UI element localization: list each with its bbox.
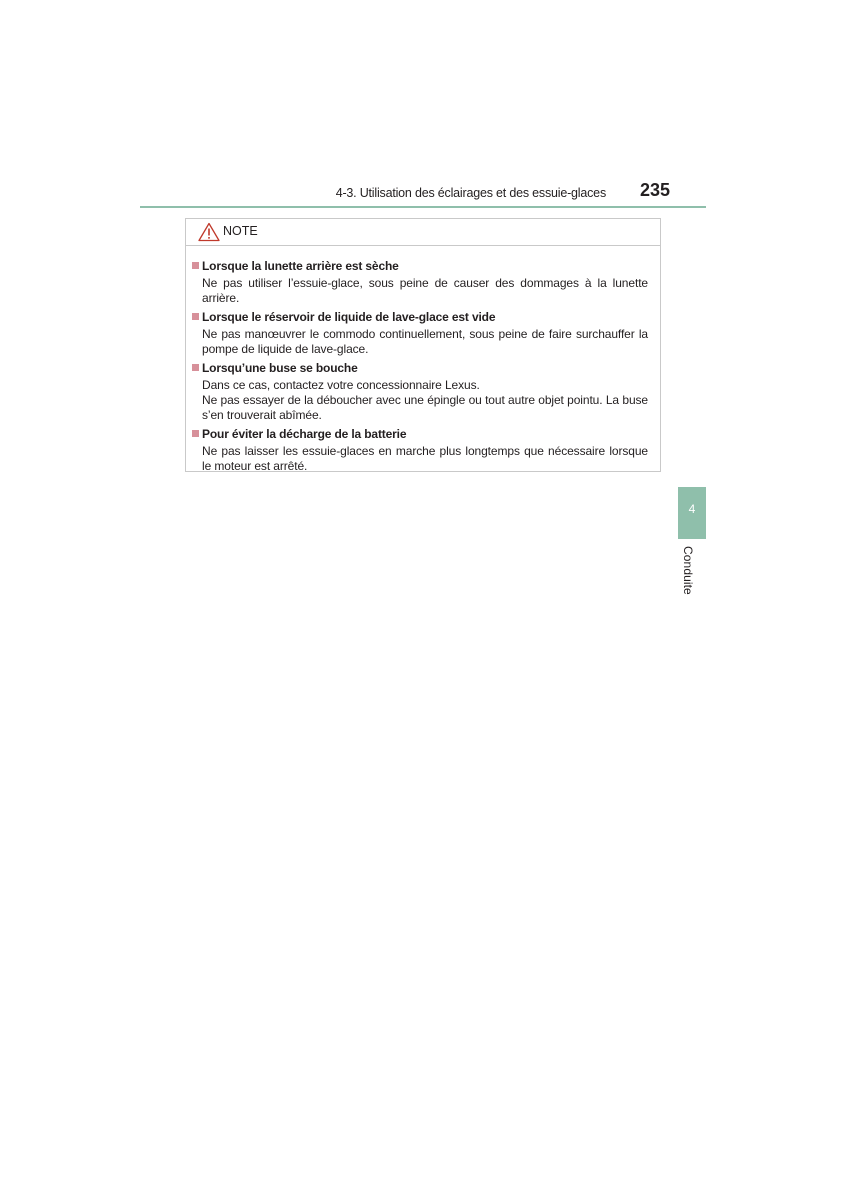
- warning-triangle-icon: [198, 222, 220, 242]
- note-section-title: Lorsqu’une buse se bouche: [202, 361, 358, 375]
- note-header: [186, 219, 660, 246]
- note-section-title: Lorsque la lunette arrière est sèche: [202, 259, 399, 273]
- note-section: [190, 360, 648, 423]
- note-section-title: Pour éviter la décharge de la batterie: [202, 427, 407, 441]
- note-section-text: Ne pas laisser les essuie-glaces en marche plus longtemps que nécessaire lorsque le moteur est arrêté.: [202, 444, 648, 473]
- note-section-text: Ne pas essayer de la déboucher avec une épingle ou tout autre objet pointu. La buse s’en trouverait abîmée.: [202, 393, 648, 422]
- square-bullet-icon: [192, 364, 199, 371]
- note-section-text: Dans ce cas, contactez votre concessionnaire Lexus.: [202, 378, 480, 392]
- chapter-number: 4: [688, 502, 696, 516]
- note-body: [186, 246, 660, 474]
- page-header: [140, 178, 706, 208]
- square-bullet-icon: [192, 262, 199, 269]
- chapter-name: Conduite: [681, 546, 695, 595]
- square-bullet-icon: [192, 430, 199, 437]
- section-title: 4-3. Utilisation des éclairages et des essuie-glaces: [335, 186, 606, 200]
- chapter-tab: [678, 487, 706, 539]
- header-rule: [140, 206, 706, 208]
- note-section-text: Ne pas utiliser l’essuie-glace, sous peine de causer des dommages à la lunette arrière.: [202, 276, 648, 305]
- note-label: NOTE: [223, 224, 258, 238]
- note-section: [190, 309, 648, 357]
- square-bullet-icon: [192, 313, 199, 320]
- note-section-text: Ne pas manœuvrer le commodo continuellement, sous peine de faire surchauffer la pompe de liquide de lave-glace.: [202, 327, 648, 356]
- note-section: [190, 258, 648, 306]
- note-section-title: Lorsque le réservoir de liquide de lave-glace est vide: [202, 310, 496, 324]
- page-number: 235: [639, 180, 670, 200]
- note-box: [185, 218, 661, 472]
- note-section: [190, 426, 648, 474]
